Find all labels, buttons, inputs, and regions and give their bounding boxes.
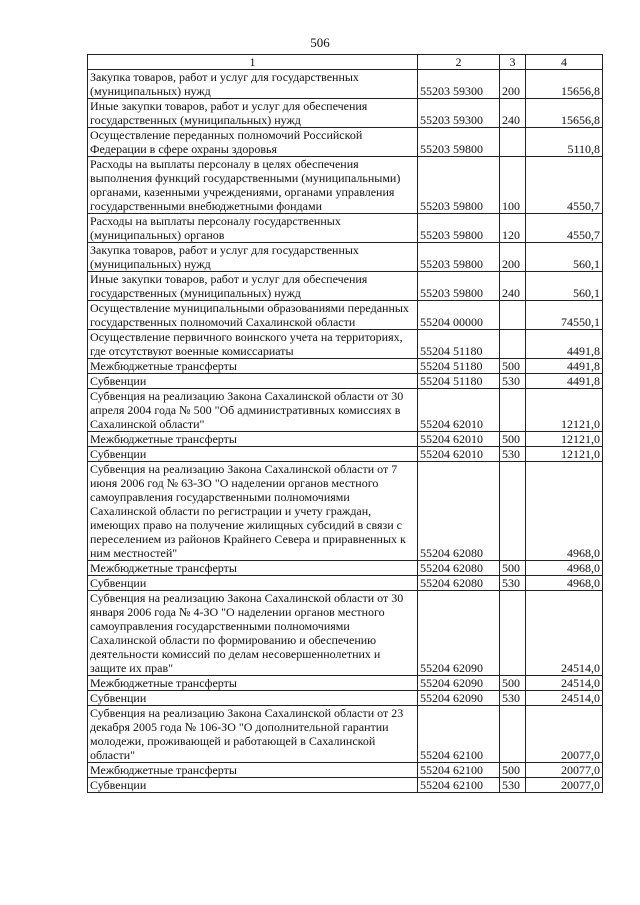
row-amount-cell: 4550,7 xyxy=(526,214,603,243)
row-expense-type-cell: 240 xyxy=(500,99,526,128)
row-amount-cell: 24514,0 xyxy=(526,591,603,676)
table-row xyxy=(88,591,603,676)
row-expense-type-cell: 500 xyxy=(500,763,526,778)
row-code-cell: 55204 51180 xyxy=(418,374,500,389)
row-expense-type-cell: 530 xyxy=(500,447,526,462)
row-code-cell: 55204 00000 xyxy=(418,301,500,330)
row-name-cell: Субвенции xyxy=(88,778,418,793)
row-amount-cell: 4968,0 xyxy=(526,576,603,591)
row-name-cell: Иные закупки товаров, работ и услуг для обеспечения государственных (муниципальных) нужд xyxy=(88,99,418,128)
row-code-cell: 55204 62010 xyxy=(418,389,500,432)
row-amount-cell: 24514,0 xyxy=(526,676,603,691)
table-row xyxy=(88,214,603,243)
row-code-cell: 55204 62090 xyxy=(418,691,500,706)
row-code-cell: 55203 59800 xyxy=(418,243,500,272)
row-code-cell: 55203 59800 xyxy=(418,214,500,243)
row-name-cell: Межбюджетные трансферты xyxy=(88,763,418,778)
row-amount-cell: 12121,0 xyxy=(526,447,603,462)
header-col-3: 3 xyxy=(500,55,526,70)
row-name-cell: Межбюджетные трансферты xyxy=(88,561,418,576)
row-code-cell: 55203 59800 xyxy=(418,272,500,301)
row-expense-type-cell: 120 xyxy=(500,214,526,243)
row-name-cell: Осуществление переданных полномочий Российской Федерации в сфере охраны здоровья xyxy=(88,128,418,157)
row-amount-cell: 4491,8 xyxy=(526,330,603,359)
row-expense-type-cell xyxy=(500,301,526,330)
table-row xyxy=(88,374,603,389)
row-code-cell: 55204 62100 xyxy=(418,706,500,763)
row-expense-type-cell: 240 xyxy=(500,272,526,301)
row-code-cell: 55204 62100 xyxy=(418,763,500,778)
row-expense-type-cell: 530 xyxy=(500,778,526,793)
row-code-cell: 55204 62090 xyxy=(418,676,500,691)
table-row xyxy=(88,778,603,793)
row-name-cell: Расходы на выплаты персоналу в целях обеспечения выполнения функций государственными (муниципальными) органами, казенными учреждениями, органами управления государственными внебюджетными фондами xyxy=(88,157,418,214)
row-amount-cell: 15656,8 xyxy=(526,70,603,99)
row-name-cell: Расходы на выплаты персоналу государственных (муниципальных) органов xyxy=(88,214,418,243)
row-expense-type-cell xyxy=(500,330,526,359)
row-code-cell: 55203 59800 xyxy=(418,157,500,214)
row-expense-type-cell xyxy=(500,389,526,432)
table-row xyxy=(88,763,603,778)
row-amount-cell: 4968,0 xyxy=(526,462,603,561)
row-amount-cell: 560,1 xyxy=(526,243,603,272)
table-row xyxy=(88,99,603,128)
row-amount-cell: 4550,7 xyxy=(526,157,603,214)
row-expense-type-cell: 500 xyxy=(500,676,526,691)
row-name-cell: Закупка товаров, работ и услуг для государственных (муниципальных) нужд xyxy=(88,243,418,272)
row-amount-cell: 4968,0 xyxy=(526,561,603,576)
row-name-cell: Межбюджетные трансферты xyxy=(88,676,418,691)
row-expense-type-cell: 500 xyxy=(500,432,526,447)
row-expense-type-cell xyxy=(500,462,526,561)
table-row xyxy=(88,272,603,301)
table-row xyxy=(88,243,603,272)
row-expense-type-cell: 530 xyxy=(500,691,526,706)
row-expense-type-cell: 530 xyxy=(500,374,526,389)
row-name-cell: Субвенция на реализацию Закона Сахалинской области от 30 апреля 2004 года № 500 "Об административных комиссиях в Сахалинской области" xyxy=(88,389,418,432)
header-col-2: 2 xyxy=(418,55,500,70)
table-row xyxy=(88,676,603,691)
row-code-cell: 55204 62080 xyxy=(418,462,500,561)
row-amount-cell: 15656,8 xyxy=(526,99,603,128)
row-amount-cell: 20077,0 xyxy=(526,778,603,793)
table-body xyxy=(88,70,603,793)
row-name-cell: Осуществление первичного воинского учета на территориях, где отсутствуют военные комиссариаты xyxy=(88,330,418,359)
row-code-cell: 55203 59300 xyxy=(418,70,500,99)
row-code-cell: 55204 62080 xyxy=(418,561,500,576)
row-amount-cell: 20077,0 xyxy=(526,763,603,778)
header-col-1: 1 xyxy=(88,55,418,70)
row-name-cell: Субвенции xyxy=(88,447,418,462)
row-amount-cell: 20077,0 xyxy=(526,706,603,763)
row-amount-cell: 24514,0 xyxy=(526,691,603,706)
row-expense-type-cell: 500 xyxy=(500,561,526,576)
row-name-cell: Межбюджетные трансферты xyxy=(88,432,418,447)
table-row xyxy=(88,301,603,330)
table-row xyxy=(88,462,603,561)
row-expense-type-cell: 500 xyxy=(500,359,526,374)
table-row xyxy=(88,561,603,576)
row-name-cell: Субвенции xyxy=(88,691,418,706)
row-name-cell: Субвенция на реализацию Закона Сахалинской области от 23 декабря 2005 года № 106-ЗО "О дополнительной гарантии молодежи, проживающей и работающей в Сахалинской области" xyxy=(88,706,418,763)
table-row xyxy=(88,330,603,359)
row-amount-cell: 4491,8 xyxy=(526,374,603,389)
row-amount-cell: 12121,0 xyxy=(526,432,603,447)
row-code-cell: 55204 62080 xyxy=(418,576,500,591)
table-row xyxy=(88,157,603,214)
row-code-cell: 55203 59800 xyxy=(418,128,500,157)
budget-table xyxy=(87,54,603,793)
row-code-cell: 55204 62010 xyxy=(418,447,500,462)
row-amount-cell: 74550,1 xyxy=(526,301,603,330)
row-code-cell: 55204 62090 xyxy=(418,591,500,676)
table-row xyxy=(88,576,603,591)
table-row xyxy=(88,447,603,462)
row-expense-type-cell xyxy=(500,128,526,157)
table-row xyxy=(88,389,603,432)
header-col-4: 4 xyxy=(526,55,603,70)
table-row xyxy=(88,691,603,706)
row-code-cell: 55204 62010 xyxy=(418,432,500,447)
row-amount-cell: 12121,0 xyxy=(526,389,603,432)
row-expense-type-cell: 100 xyxy=(500,157,526,214)
table-row xyxy=(88,359,603,374)
table-row xyxy=(88,128,603,157)
row-name-cell: Субвенции xyxy=(88,374,418,389)
table-row xyxy=(88,706,603,763)
row-name-cell: Осуществление муниципальными образованиями переданных государственных полномочий Сахалинской области xyxy=(88,301,418,330)
row-code-cell: 55203 59300 xyxy=(418,99,500,128)
row-expense-type-cell: 200 xyxy=(500,70,526,99)
row-code-cell: 55204 62100 xyxy=(418,778,500,793)
row-name-cell: Субвенции xyxy=(88,576,418,591)
row-name-cell: Субвенция на реализацию Закона Сахалинской области от 7 июня 2006 год № 63-ЗО "О наделении органов местного самоуправления государственными полномочиями Сахалинской области по регистрации и учету граждан, имеющих право на получение жилищных субсидий в связи с переселением из районов Крайнего Севера и приравненных к ним местностей" xyxy=(88,462,418,561)
row-expense-type-cell: 200 xyxy=(500,243,526,272)
row-expense-type-cell xyxy=(500,706,526,763)
row-expense-type-cell xyxy=(500,591,526,676)
row-amount-cell: 5110,8 xyxy=(526,128,603,157)
row-expense-type-cell: 530 xyxy=(500,576,526,591)
row-name-cell: Иные закупки товаров, работ и услуг для обеспечения государственных (муниципальных) нужд xyxy=(88,272,418,301)
row-name-cell: Субвенция на реализацию Закона Сахалинской области от 30 января 2006 года № 4-ЗО "О наделении органов местного самоуправления государственными полномочиями Сахалинской области по формированию и обеспечению деятельности комиссий по делам несовершеннолетних и защите их прав" xyxy=(88,591,418,676)
row-code-cell: 55204 51180 xyxy=(418,330,500,359)
row-name-cell: Закупка товаров, работ и услуг для государственных (муниципальных) нужд xyxy=(88,70,418,99)
row-name-cell: Межбюджетные трансферты xyxy=(88,359,418,374)
header-row xyxy=(88,55,603,70)
row-code-cell: 55204 51180 xyxy=(418,359,500,374)
table-row xyxy=(88,70,603,99)
row-amount-cell: 560,1 xyxy=(526,272,603,301)
page-number: 506 xyxy=(310,35,330,50)
row-amount-cell: 4491,8 xyxy=(526,359,603,374)
table-row xyxy=(88,432,603,447)
